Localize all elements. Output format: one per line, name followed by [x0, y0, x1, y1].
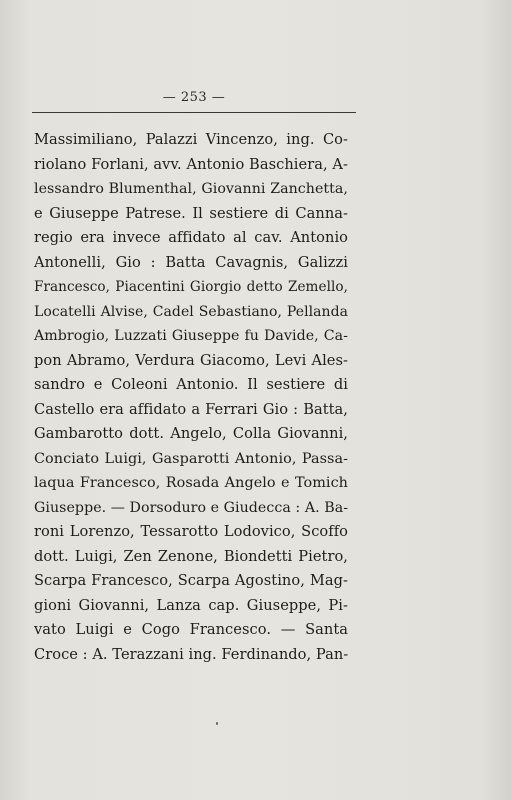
- text-line: gioni Giovanni, Lanza cap. Giuseppe, Pi-: [34, 596, 348, 614]
- text-line: regio era invece affidato al cav. Antonio: [34, 229, 348, 246]
- text-line: Antonelli, Gio : Batta Cavagnis, Galizzi: [34, 253, 348, 271]
- text-line: Scarpa Francesco, Scarpa Agostino, Mag-: [34, 572, 348, 589]
- text-line: Gambarotto dott. Angelo, Colla Giovanni,: [34, 425, 348, 442]
- text-line: pon Abramo, Verdura Giacomo, Levi Ales-: [34, 351, 348, 369]
- text-line: Croce : A. Terazzani ing. Ferdinando, Pan-: [34, 645, 349, 663]
- text-line: Conciato Luigi, Gasparotti Antonio, Passa-: [34, 450, 348, 467]
- paper-speck: [216, 722, 218, 725]
- text-line: vato Luigi e Cogo Francesco. — Santa: [34, 621, 348, 638]
- text-line: roni Lorenzo, Tessarotto Lodovico, Scoffo: [34, 523, 348, 540]
- text-line: Ambrogio, Luzzati Giuseppe fu Davide, Ca-: [34, 328, 348, 344]
- text-line: lessandro Blumenthal, Giovanni Zanchetta,: [34, 181, 348, 197]
- text-line: dott. Luigi, Zen Zenone, Biondetti Pietro,: [34, 547, 348, 565]
- text-line: laqua Francesco, Rosada Angelo e Tomich: [34, 475, 348, 491]
- body-text: [34, 128, 348, 667]
- text-line: Francesco, Piacentini Giorgio detto Zemello,: [34, 279, 348, 295]
- header-rule: [32, 112, 356, 113]
- text-line: Massimiliano, Palazzi Vincenzo, ing. Co-: [34, 131, 348, 148]
- page-number: — 253 —: [162, 90, 226, 105]
- text-line: e Giuseppe Patrese. Il sestiere di Canna-: [34, 204, 348, 222]
- text-line: riolano Forlani, avv. Antonio Baschiera, A-: [34, 155, 348, 173]
- text-line: Locatelli Alvise, Cadel Sebastiano, Pellanda: [34, 303, 348, 320]
- text-line: Giuseppe. — Dorsoduro e Giudecca : A. Ba-: [34, 499, 349, 516]
- text-line: Castello era affidato a Ferrari Gio : Batta,: [34, 400, 348, 418]
- text-line: sandro e Coleoni Antonio. Il sestiere di: [34, 376, 348, 393]
- page-header: [32, 88, 356, 118]
